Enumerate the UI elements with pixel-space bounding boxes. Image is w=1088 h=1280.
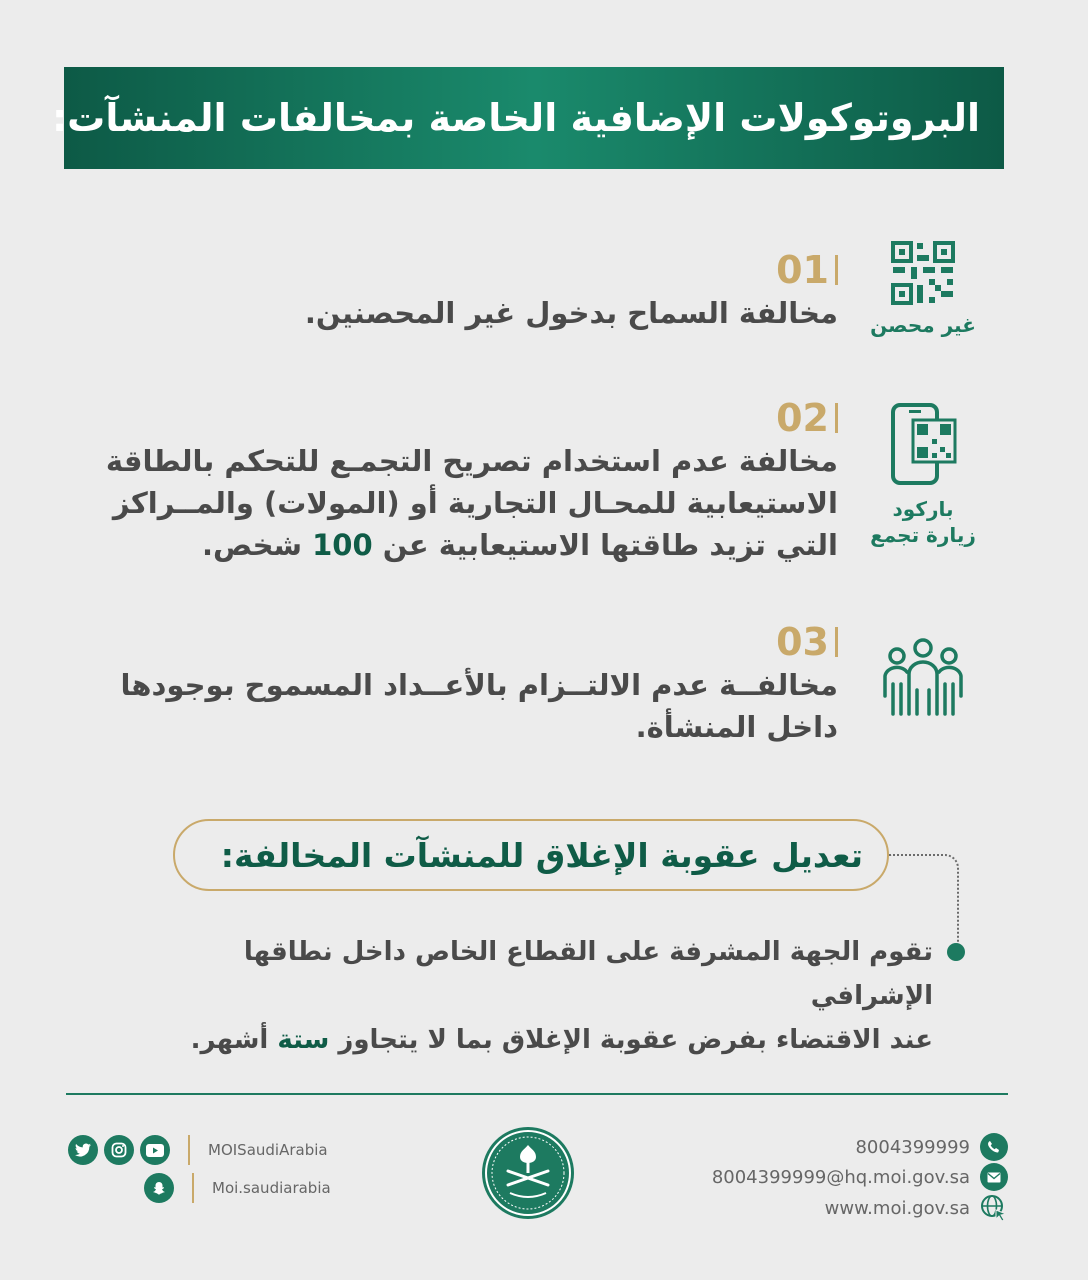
capacity-highlight: 100 [312, 528, 373, 562]
item-text-2-line1: مخالفة عدم استخدام تصريح التجمـع للتحكم بالطاقة [105, 444, 838, 478]
website-url[interactable]: www.moi.gov.sa [824, 1197, 970, 1219]
item-text-1: مخالفة السماح بدخول غير المحصنين. [304, 296, 838, 330]
contact-phone[interactable] [855, 1133, 1008, 1161]
header-banner [51, 67, 1004, 169]
social-row-2 [144, 1173, 331, 1203]
people-group-icon [881, 634, 965, 718]
globe-icon [980, 1194, 1008, 1222]
phone-icon [980, 1133, 1008, 1161]
barcode-icon-label-2: زيارة تجمع [870, 523, 976, 547]
social-handle-1[interactable]: MOISaudiArabia [208, 1141, 328, 1159]
penalty-heading: تعديل عقوبة الإغلاق للمنشآت المخالفة: [220, 835, 863, 875]
page-title: البروتوكولات الإضافية الخاصة بمخالفات المنشآت: [51, 96, 980, 140]
qr-code-icon [890, 240, 956, 306]
barcode-icon-label-1: باركود [892, 497, 954, 521]
qr-icon-label: غير محصن [870, 313, 976, 337]
item-text-3-line1: مخالفــة عدم الالتــزام بالأعــداد المسموح بوجودها [120, 668, 838, 702]
youtube-icon[interactable] [140, 1135, 170, 1165]
email-icon [980, 1163, 1008, 1191]
social-row-1 [68, 1135, 328, 1165]
instagram-icon[interactable] [104, 1135, 134, 1165]
item-number-2: 02 [98, 396, 838, 440]
snapchat-icon[interactable] [144, 1173, 174, 1203]
violation-item-3 [98, 620, 838, 748]
item-text-3-line2: داخل المنشأة. [635, 710, 838, 744]
penalty-heading-box [173, 819, 889, 891]
violation-item-1 [118, 248, 838, 334]
contact-email[interactable] [712, 1163, 1008, 1191]
barcode-icon-box [858, 402, 988, 548]
people-icon-box [858, 634, 988, 718]
violation-item-2 [98, 396, 838, 566]
twitter-icon[interactable] [68, 1135, 98, 1165]
qr-icon-box [858, 240, 988, 338]
item-text-2-line3: التي تزيد طاقتها الاستيعابية عن 100 شخص. [202, 528, 838, 562]
footer-divider [66, 1093, 1008, 1095]
penalty-line-2: عند الاقتضاء بفرض عقوبة الإغلاق بما لا يتجاوز ستة أشهر. [190, 1025, 933, 1055]
social-handle-2[interactable]: Moi.saudiarabia [212, 1179, 331, 1197]
item-number-3: 03 [98, 620, 838, 664]
item-text-2-line2: الاستيعابية للمحـال التجارية أو (المولات) والمــراكز [112, 486, 838, 520]
item-number-1: 01 [118, 248, 838, 292]
phone-number[interactable]: 8004399999 [855, 1136, 970, 1158]
email-address[interactable]: 8004399999@hq.moi.gov.sa [711, 1166, 970, 1188]
bullet-dot [947, 943, 965, 961]
penalty-text [113, 930, 933, 1062]
months-highlight: ستة [277, 1025, 330, 1055]
penalty-line-1: تقوم الجهة المشرفة على القطاع الخاص داخل نطاقها الإشرافي [243, 937, 933, 1011]
contact-website[interactable] [825, 1194, 1008, 1222]
phone-barcode-icon [887, 402, 959, 486]
ministry-emblem [482, 1127, 574, 1219]
